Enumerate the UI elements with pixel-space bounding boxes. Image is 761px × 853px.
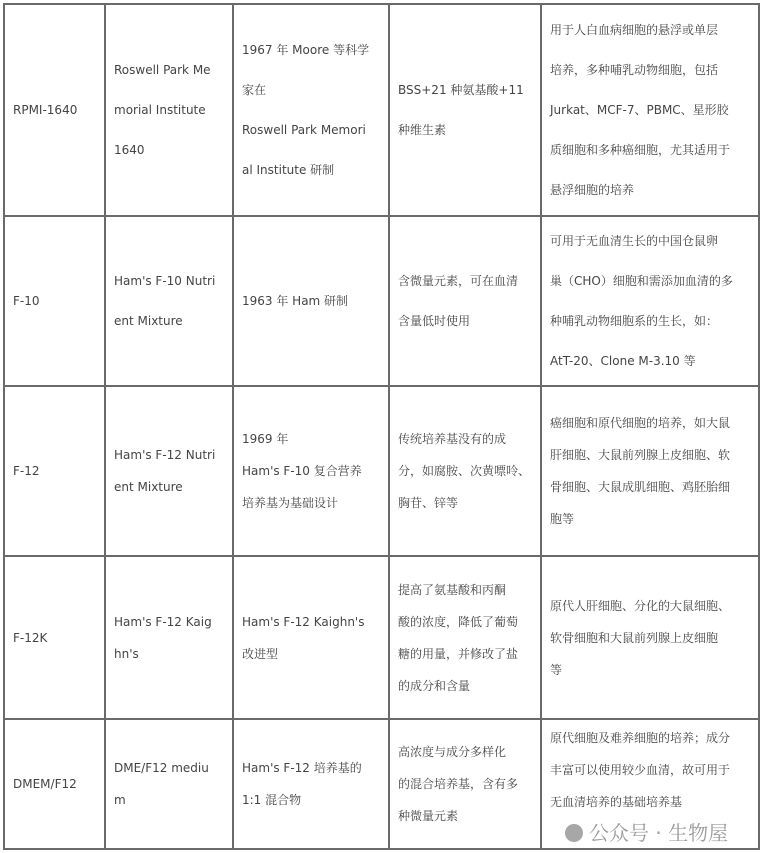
cell-feature (389, 719, 541, 849)
cell-text-line: 分，如腐胺、次黄嘌呤、 (398, 464, 531, 478)
cell-text-line: 1967 年 Moore 等科学 (242, 43, 370, 57)
cell-text-line: hn's (114, 646, 139, 661)
cell-text-line: 种微量元素 (398, 809, 459, 823)
cell-text-line: 糖的用量，并修改了盐 (398, 646, 519, 661)
cell-feature (389, 4, 541, 216)
cell-text-line: 癌细胞和原代细胞的培养，如大鼠 (550, 416, 731, 430)
cell-text-line: 培养基为基础设计 (242, 496, 339, 510)
cell-text-line: 丰富可以使用较少血清，故可用于 (550, 763, 731, 777)
cell-full (105, 4, 233, 216)
cell-text-line: 胸苷、锌等 (398, 496, 459, 510)
cell-origin (233, 386, 389, 556)
cell-feature (389, 216, 541, 386)
cell-text-line: Ham's F-10 Nutri (114, 274, 216, 288)
cell-name (4, 386, 105, 556)
cell-text-line: Ham's F-12 Kaighn's (242, 614, 365, 629)
cell-full (105, 216, 233, 386)
cell-name (4, 556, 105, 719)
cell-text-line: 提高了氨基酸和丙酮 (398, 582, 507, 597)
cell-text-line: 骨细胞、大鼠成肌细胞、鸡胚胎细 (550, 480, 731, 494)
cell-full (105, 556, 233, 719)
cell-full (105, 719, 233, 849)
cell-text-line: 高浓度与成分多样化 (398, 745, 507, 759)
cell-feature (389, 556, 541, 719)
cell-text-line: 软骨细胞和大鼠前列腺上皮细胞 (550, 630, 719, 645)
table-row (4, 216, 759, 386)
wechat-icon (565, 824, 583, 842)
cell-use (541, 386, 759, 556)
cell-text-line: Ham's F-12 Nutri (114, 448, 216, 462)
cell-text-line: 用于人白血病细胞的悬浮或单层 (550, 23, 719, 37)
cell-text-line: 巢（CHO）细胞和需添加血清的多 (550, 274, 733, 288)
cell-text-line: 原代细胞及难养细胞的培养；成分 (550, 731, 731, 745)
cell-text-line: 种哺乳动物细胞系的生长，如： (550, 314, 719, 328)
cell-text-line: 1640 (114, 143, 145, 157)
table-row (4, 556, 759, 719)
cell-text-line: Ham's F-12 培养基的 (242, 761, 362, 775)
cell-text-line: ent Mixture (114, 314, 183, 328)
cell-text-line: 悬浮细胞的培养 (550, 183, 635, 197)
cell-text-line: F-12K (13, 630, 48, 645)
cell-text-line: Ham's F-10 复合营养 (242, 464, 362, 478)
cell-text-line: 可用于无血清生长的中国仓鼠卵 (550, 234, 719, 248)
cell-origin (233, 4, 389, 216)
cell-text-line: 肝细胞、大鼠前列腺上皮细胞、软 (550, 448, 731, 462)
cell-text-line: 种维生素 (398, 123, 447, 137)
cell-text-line: Roswell Park Memori (242, 123, 366, 137)
cell-name (4, 4, 105, 216)
cell-text-line: 1:1 混合物 (242, 793, 302, 807)
cell-text-line: RPMI-1640 (13, 103, 78, 117)
cell-text-line: al Institute 研制 (242, 163, 335, 177)
table-row (4, 386, 759, 556)
cell-text-line: 无血清培养的基础培养基 (550, 795, 683, 809)
cell-text-line: AtT-20、Clone M-3.10 等 (550, 354, 696, 368)
cell-text-line: Jurkat、MCF-7、PBMC、星形胶 (550, 103, 729, 117)
cell-text-line: Ham's F-12 Kaig (114, 614, 212, 629)
cell-text-line: 家在 (242, 83, 267, 97)
watermark (565, 822, 728, 844)
cell-text-line: DMEM/F12 (13, 777, 77, 791)
cell-text-line: 含微量元素，可在血清 (398, 274, 519, 288)
cell-text-line: ent Mixture (114, 480, 183, 494)
cell-text-line: 1963 年 Ham 研制 (242, 294, 349, 308)
cell-text-line: 质细胞和多种癌细胞，尤其适用于 (550, 143, 731, 157)
cell-text-line: 培养，多种哺乳动物细胞，包括 (550, 63, 719, 77)
cell-text-line: 传统培养基没有的成 (398, 432, 507, 446)
cell-name (4, 719, 105, 849)
cell-text-line: 1969 年 (242, 432, 289, 446)
cell-text-line: 胞等 (550, 512, 575, 526)
cell-use (541, 216, 759, 386)
cell-use (541, 4, 759, 216)
cell-use (541, 556, 759, 719)
cell-text-line: 含量低时使用 (398, 314, 471, 328)
cell-text-line: 原代人肝细胞、分化的大鼠细胞、 (550, 598, 731, 613)
cell-text-line: Roswell Park Me (114, 63, 211, 77)
cell-feature (389, 386, 541, 556)
cell-text-line: 的混合培养基，含有多 (398, 777, 519, 791)
cell-origin (233, 216, 389, 386)
cell-text-line: m (114, 793, 126, 807)
cell-origin (233, 719, 389, 849)
watermark-text: 公众号 · 生物屋 (589, 821, 729, 845)
cell-text-line: F-12 (13, 464, 40, 478)
cell-text-line: DME/F12 mediu (114, 761, 209, 775)
cell-text-line: morial Institute (114, 103, 206, 117)
cell-text-line: 等 (550, 662, 563, 677)
table-row (4, 4, 759, 216)
cell-text-line: 改进型 (242, 646, 279, 661)
cell-origin (233, 556, 389, 719)
culture-media-table (3, 3, 760, 850)
cell-name (4, 216, 105, 386)
cell-full (105, 386, 233, 556)
cell-text-line: BSS+21 种氨基酸+11 (398, 83, 524, 97)
cell-text-line: 的成分和含量 (398, 678, 471, 693)
cell-text-line: 酸的浓度，降低了葡萄 (398, 614, 519, 629)
cell-text-line: F-10 (13, 294, 40, 308)
